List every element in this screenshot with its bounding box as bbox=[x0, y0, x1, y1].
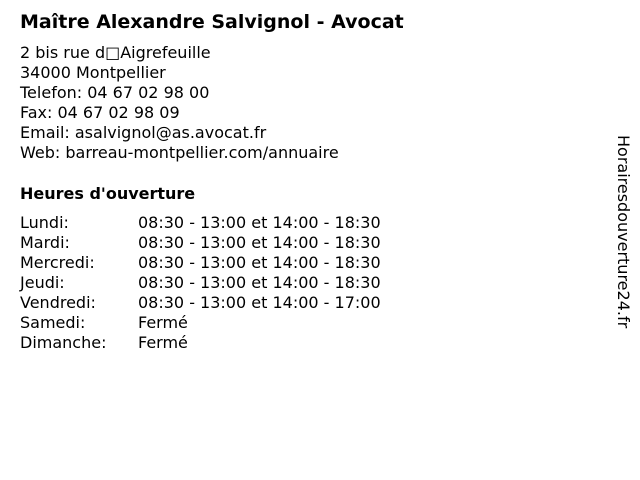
hours-row-mardi bbox=[20, 233, 440, 253]
hours-value: 08:30 - 13:00 et 14:00 - 17:00 bbox=[138, 293, 381, 312]
hours-row-dimanche bbox=[20, 333, 440, 353]
hours-row-jeudi bbox=[20, 273, 440, 293]
fax-line: Fax: 04 67 02 98 09 bbox=[20, 103, 180, 122]
opening-hours-table bbox=[20, 213, 440, 353]
day-label: Lundi: bbox=[20, 213, 69, 232]
day-label: Vendredi: bbox=[20, 293, 96, 312]
hours-value: Fermé bbox=[138, 333, 188, 352]
hours-value: 08:30 - 13:00 et 14:00 - 18:30 bbox=[138, 253, 381, 272]
opening-hours-title: Heures d'ouverture bbox=[20, 184, 196, 203]
business-name: Maître Alexandre Salvignol - Avocat bbox=[20, 11, 404, 33]
hours-value: Fermé bbox=[138, 313, 188, 332]
site-watermark bbox=[613, 135, 637, 345]
contact-block bbox=[20, 43, 339, 163]
day-label: Mercredi: bbox=[20, 253, 95, 272]
phone-line: Telefon: 04 67 02 98 00 bbox=[20, 83, 210, 102]
hours-value: 08:30 - 13:00 et 14:00 - 18:30 bbox=[138, 213, 381, 232]
hours-row-lundi bbox=[20, 213, 440, 233]
address-street: 2 bis rue d□Aigrefeuille bbox=[20, 43, 211, 62]
address-city: 34000 Montpellier bbox=[20, 63, 166, 82]
web-line: Web: barreau-montpellier.com/annuaire bbox=[20, 143, 339, 162]
hours-row-samedi bbox=[20, 313, 440, 333]
email-line: Email: asalvignol@as.avocat.fr bbox=[20, 123, 267, 142]
hours-row-vendredi bbox=[20, 293, 440, 313]
hours-row-mercredi bbox=[20, 253, 440, 273]
day-label: Mardi: bbox=[20, 233, 70, 252]
hours-value: 08:30 - 13:00 et 14:00 - 18:30 bbox=[138, 273, 381, 292]
day-label: Samedi: bbox=[20, 313, 86, 332]
watermark-text: Horairesdouverture24.fr bbox=[614, 135, 633, 329]
day-label: Jeudi: bbox=[20, 273, 65, 292]
day-label: Dimanche: bbox=[20, 333, 107, 352]
hours-value: 08:30 - 13:00 et 14:00 - 18:30 bbox=[138, 233, 381, 252]
